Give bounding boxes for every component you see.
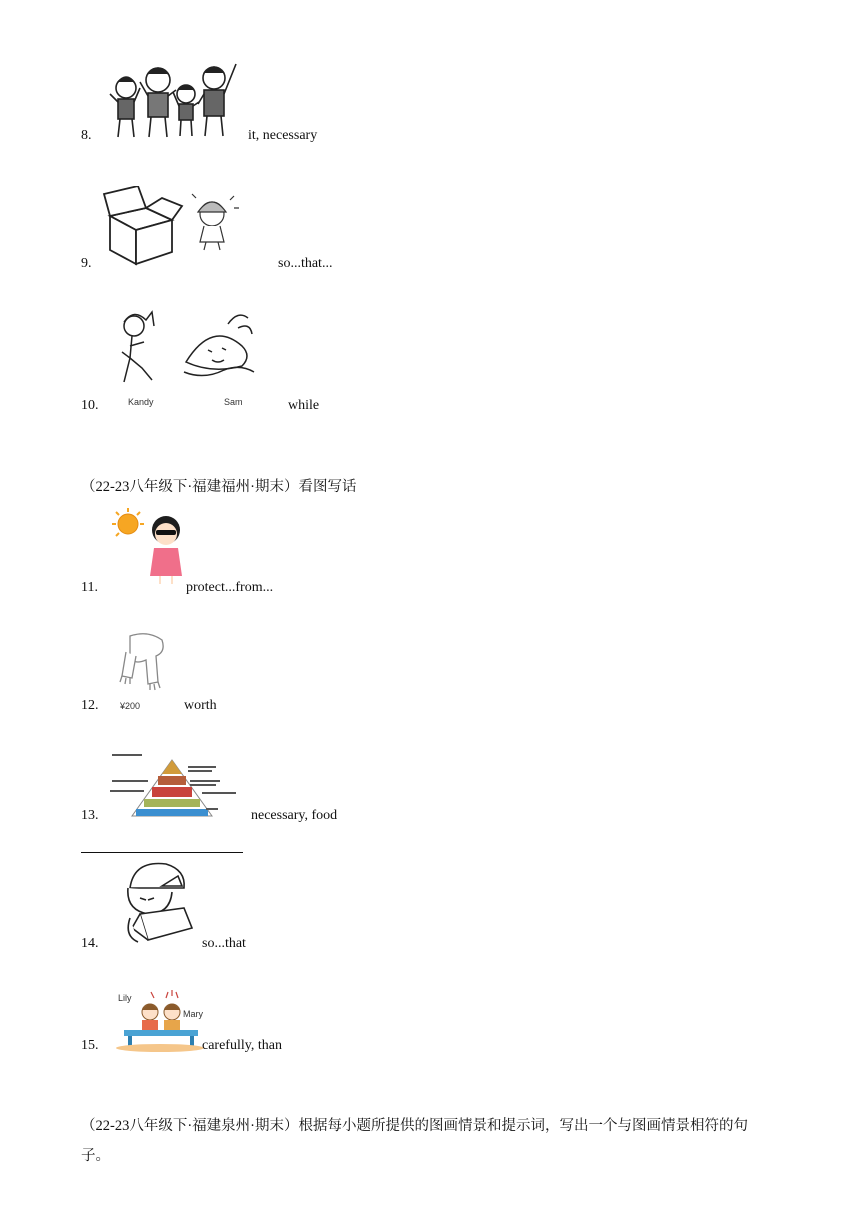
answer-line [81,852,243,853]
hint-words: necessary, food [251,808,338,823]
scarf-image [116,632,174,692]
caption-lily: Lily [118,993,132,1003]
hint-words: so...that... [278,256,333,271]
hint-words: so...that [202,936,246,951]
family-cheering-image [106,58,246,140]
hint-words: it, necessary [248,128,318,143]
section-heading-fuzhou: （22-23八年级下·福建福州·期末）看图写话 [81,479,357,495]
hint-words: carefully, than [202,1038,282,1053]
hint-words: worth [184,698,217,713]
running-and-swimming-image [110,306,262,390]
food-pyramid-image [108,752,238,822]
question-number: 15. [81,1038,99,1053]
question-number: 11. [81,580,98,595]
question-number: 14. [81,936,99,951]
caption-mary: Mary [183,1009,203,1019]
question-number: 13. [81,808,99,823]
question-number: 8. [81,128,92,143]
question-number: 10. [81,398,99,413]
boy-carrying-box-image [110,858,194,946]
question-number: 12. [81,698,99,713]
hint-words: while [288,398,320,413]
hint-words: protect...from... [186,580,274,595]
caption-sam: Sam [224,397,243,407]
caption-kandy: Kandy [128,397,154,407]
box-and-boy-image [102,186,244,266]
question-number: 9. [81,256,92,271]
caption-price: ¥200 [120,701,141,711]
girl-sunglasses-sun-image [110,508,190,584]
section-heading-quanzhou: （22-23八年级下·福建泉州·期末）根据每小题所提供的图画情景和提示词，写出一个与图画情景相符的句子。 [81,1118,748,1164]
